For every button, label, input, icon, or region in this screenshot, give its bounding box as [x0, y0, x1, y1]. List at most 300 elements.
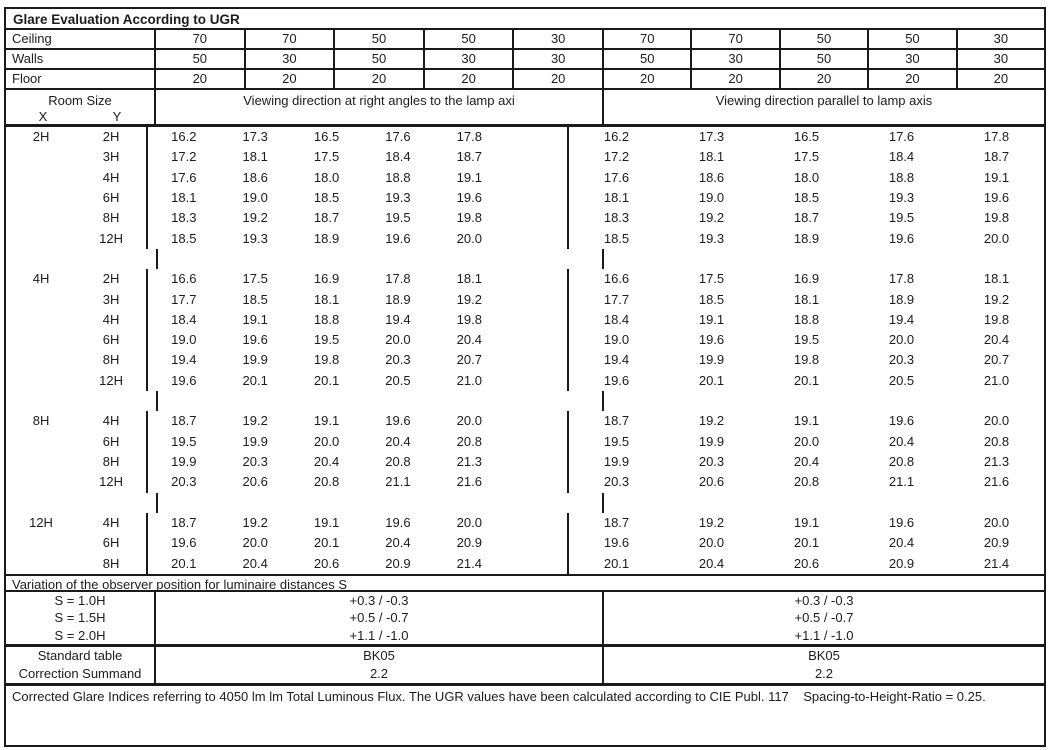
ugr-value: 16.2	[171, 129, 197, 144]
variation-value-parallel: +1.1 / -1.0	[794, 627, 854, 643]
ugr-value: 18.1	[603, 189, 630, 205]
ugr-value: 20.9	[983, 535, 1010, 551]
ugr-values-parallel	[569, 269, 1044, 289]
reflectance-value: 50	[335, 50, 425, 68]
room-y-value: 6H	[102, 535, 120, 551]
ugr-value: 19.6	[171, 372, 197, 388]
ugr-values-right-angles	[146, 513, 569, 533]
room-y-value: 8H	[102, 454, 120, 469]
ugr-value: 19.8	[793, 352, 820, 368]
reflectance-value: 30	[692, 50, 780, 68]
ugr-value: 18.9	[313, 230, 340, 246]
ugr-value: 20.0	[456, 514, 482, 530]
ugr-value: 20.4	[793, 454, 820, 469]
ugr-value: 19.1	[313, 413, 340, 429]
ugr-value: 19.2	[456, 291, 482, 307]
ugr-value: 19.6	[888, 514, 915, 530]
room-x-value	[6, 208, 76, 228]
reflectance-value: 20	[550, 71, 566, 86]
ugr-value: 18.3	[603, 210, 630, 226]
ugr-value: 18.7	[313, 210, 340, 226]
room-x-value	[6, 229, 76, 249]
ugr-glare-table	[4, 7, 1046, 747]
ugr-value: 20.9	[456, 535, 482, 551]
group-header-parallel: Viewing direction parallel to lamp axis	[715, 93, 933, 108]
ugr-values-parallel	[569, 208, 1044, 228]
ugr-value: 20.1	[313, 535, 340, 551]
reflectance-value: 20	[604, 70, 692, 88]
ugr-value: 18.4	[171, 311, 197, 327]
ugr-value: 19.9	[242, 352, 268, 368]
surface-label: Ceiling	[6, 30, 156, 48]
ugr-value: 19.3	[888, 189, 915, 205]
column-header-row	[6, 90, 1044, 127]
surface-row-walls	[6, 50, 1044, 70]
ugr-value: 20.4	[456, 332, 482, 348]
reflectance-value: 30	[869, 50, 957, 68]
variation-label: S = 1.5H	[6, 609, 156, 626]
ugr-value: 18.7	[603, 514, 630, 530]
ugr-value: 19.6	[385, 413, 411, 429]
ugr-value: 18.9	[888, 291, 915, 307]
floor-values-right-angles	[156, 70, 604, 88]
ugr-value: 18.6	[242, 169, 268, 185]
ugr-value: 18.7	[171, 514, 197, 530]
ugr-values-parallel	[569, 371, 1044, 391]
ugr-value: 19.1	[793, 413, 820, 429]
reflectance-value: 70	[604, 30, 692, 48]
ugr-value: 19.8	[983, 311, 1010, 327]
ugr-row	[6, 188, 1044, 208]
ugr-value: 19.5	[888, 210, 915, 226]
room-x-value: 2H	[32, 129, 50, 144]
ugr-values-parallel	[569, 168, 1044, 188]
room-x-value	[6, 472, 76, 492]
ugr-row	[6, 371, 1044, 391]
reflectance-value: 50	[425, 30, 515, 48]
reflectance-value: 50	[869, 30, 957, 48]
reflectance-value: 20	[869, 70, 957, 88]
ugr-value: 16.9	[793, 271, 820, 287]
ugr-value: 18.1	[698, 149, 725, 165]
variation-value-right-angles: +0.5 / -0.7	[156, 609, 604, 626]
reflectance-value: 50	[156, 50, 246, 68]
ugr-value: 21.6	[983, 474, 1010, 490]
ugr-row	[6, 432, 1044, 452]
ugr-value: 20.8	[793, 474, 820, 490]
variation-section-header: Variation of the observer position for luminaire distances S	[6, 574, 1044, 592]
ugr-value: 17.5	[313, 149, 340, 165]
room-y-value: 6H	[102, 332, 120, 348]
ugr-value: 20.3	[242, 454, 268, 469]
ugr-row	[6, 452, 1044, 472]
ugr-values-right-angles	[146, 330, 569, 350]
ugr-value: 19.1	[698, 311, 725, 327]
ugr-value: 19.6	[603, 535, 630, 551]
ugr-value: 20.6	[242, 474, 268, 490]
room-y-value: 4H	[102, 514, 120, 530]
variation-row	[6, 592, 1044, 609]
reflectance-value: 50	[781, 30, 869, 48]
surface-row-ceiling	[6, 30, 1044, 50]
ugr-value: 18.8	[793, 311, 820, 327]
ugr-row	[6, 127, 1044, 147]
standard-table-value-right-angles: BK05	[156, 647, 604, 665]
ugr-value: 17.8	[385, 271, 411, 287]
ugr-value: 18.8	[313, 311, 340, 327]
reflectance-value: 30	[246, 50, 336, 68]
ugr-value: 18.7	[793, 210, 820, 226]
ugr-row	[6, 533, 1044, 553]
ugr-value: 20.9	[888, 555, 915, 571]
ugr-value: 17.8	[456, 129, 482, 144]
ugr-value: 19.3	[385, 189, 411, 205]
reflectance-value: 30	[993, 51, 1009, 66]
surface-label: Floor	[6, 70, 156, 88]
ugr-value: 19.5	[603, 433, 630, 449]
observer-variation-section	[6, 592, 1044, 647]
ugr-value: 21.4	[456, 555, 482, 571]
ugr-value: 19.6	[603, 372, 630, 388]
ugr-value: 20.4	[385, 433, 411, 449]
surface-row-floor	[6, 70, 1044, 90]
room-y-value: 3H	[102, 149, 120, 165]
ugr-value: 19.1	[983, 169, 1010, 185]
room-size-y-label: Y	[112, 109, 122, 124]
ugr-value: 18.5	[603, 230, 630, 246]
ugr-value: 19.6	[242, 332, 268, 348]
reflectance-value: 50	[781, 50, 869, 68]
reflectance-value: 20	[692, 70, 780, 88]
ugr-value: 20.0	[983, 230, 1010, 246]
room-x-value	[6, 168, 76, 188]
ugr-value: 20.3	[603, 474, 630, 490]
ugr-values-right-angles	[146, 188, 569, 208]
variation-value-parallel: +0.3 / -0.3	[794, 593, 854, 608]
room-y-value: 6H	[102, 189, 120, 205]
ugr-row	[6, 330, 1044, 350]
ugr-value: 20.1	[698, 372, 725, 388]
ugr-value: 19.9	[242, 433, 268, 449]
ugr-row	[6, 290, 1044, 310]
room-x-value: 4H	[32, 271, 50, 287]
ugr-value: 18.8	[385, 169, 411, 185]
variation-row	[6, 627, 1044, 644]
variation-value-right-angles: +0.3 / -0.3	[156, 592, 604, 609]
ugr-value: 20.1	[603, 555, 630, 571]
ugr-value: 16.5	[313, 129, 340, 144]
ugr-values-parallel	[569, 127, 1044, 147]
ugr-value: 19.5	[171, 433, 197, 449]
ugr-value: 17.5	[698, 271, 725, 287]
ugr-values-right-angles	[146, 127, 569, 147]
ugr-value: 20.0	[983, 514, 1010, 530]
ugr-value: 18.7	[603, 413, 630, 429]
ugr-values-right-angles	[146, 432, 569, 452]
ugr-value: 21.3	[456, 454, 482, 469]
ugr-value: 18.5	[171, 230, 197, 246]
standard-table-row	[6, 647, 1044, 665]
room-size-header	[6, 90, 156, 124]
ugr-value: 18.3	[171, 210, 197, 226]
ugr-value: 20.9	[385, 555, 411, 571]
reflectance-value: 70	[156, 30, 246, 48]
ugr-value: 17.3	[242, 129, 268, 144]
reflectance-value: 20	[781, 70, 869, 88]
ugr-value: 20.0	[793, 433, 820, 449]
ugr-row	[6, 147, 1044, 167]
ugr-value: 16.9	[313, 271, 340, 287]
ugr-value: 21.4	[983, 555, 1010, 571]
ugr-value: 20.0	[385, 332, 411, 348]
ugr-row	[6, 350, 1044, 370]
ugr-value: 18.4	[603, 311, 630, 327]
room-y-value: 4H	[102, 413, 120, 429]
reflectance-value: 20	[993, 71, 1009, 86]
variation-label: S = 1.0H	[6, 592, 156, 609]
ugr-value: 19.2	[242, 210, 268, 226]
ugr-value: 18.1	[793, 291, 820, 307]
ugr-value: 20.8	[888, 454, 915, 469]
variation-value-parallel: +0.5 / -0.7	[794, 610, 854, 626]
footer-note: Corrected Glare Indices referring to 4050 lm lm Total Luminous Flux. The UGR values have been calculated according to CIE Publ. 117 Spacing-to-Height-Ratio = 0.25.	[12, 688, 986, 704]
ugr-value: 18.4	[385, 149, 411, 165]
room-x-value	[6, 188, 76, 208]
ugr-row	[6, 229, 1044, 249]
ugr-value: 17.6	[385, 129, 411, 144]
ugr-value: 18.7	[456, 149, 482, 165]
ugr-values-right-angles	[146, 411, 569, 431]
ugr-value: 20.0	[888, 332, 915, 348]
room-x-value	[6, 290, 76, 310]
ugr-value: 18.5	[698, 291, 725, 307]
reflectance-value: 30	[550, 51, 566, 66]
ugr-value: 17.2	[171, 149, 197, 165]
ugr-value: 19.8	[983, 210, 1010, 226]
ugr-value: 19.5	[793, 332, 820, 348]
ugr-value: 19.9	[698, 352, 725, 368]
group-header-right-angles: Viewing direction at right angles to the lamp axi	[156, 90, 604, 124]
ugr-value: 20.8	[983, 433, 1010, 449]
ugr-value: 19.3	[242, 230, 268, 246]
ugr-value: 19.0	[171, 332, 197, 348]
ugr-value: 19.6	[698, 332, 725, 348]
variation-label: S = 2.0H	[6, 627, 156, 644]
ugr-value: 19.2	[698, 210, 725, 226]
ugr-value: 16.6	[171, 271, 197, 287]
ugr-value: 20.3	[171, 474, 197, 490]
ugr-value: 20.4	[313, 454, 340, 469]
ugr-value: 19.8	[456, 311, 482, 327]
surface-label: Walls	[6, 50, 156, 68]
ugr-value: 20.1	[171, 555, 197, 571]
room-x-value	[6, 330, 76, 350]
ugr-value: 17.6	[171, 169, 197, 185]
room-y-value: 4H	[102, 311, 120, 327]
ugr-value: 18.7	[171, 413, 197, 429]
ugr-value: 20.7	[983, 352, 1010, 368]
ugr-values-parallel	[569, 229, 1044, 249]
ugr-value: 20.4	[242, 555, 268, 571]
ugr-values-parallel	[569, 432, 1044, 452]
room-y-value: 8H	[102, 352, 120, 368]
page-title: Glare Evaluation According to UGR	[6, 9, 1044, 30]
ugr-value: 19.9	[171, 454, 197, 469]
ugr-value: 19.8	[456, 210, 482, 226]
ugr-value: 18.1	[171, 189, 197, 205]
ugr-value: 18.1	[242, 149, 268, 165]
room-y-value: 3H	[102, 291, 120, 307]
ugr-value: 18.5	[242, 291, 268, 307]
ugr-value: 19.3	[698, 230, 725, 246]
ugr-value: 20.5	[888, 372, 915, 388]
ugr-value: 20.3	[698, 454, 725, 469]
ugr-values-parallel	[569, 411, 1044, 431]
room-x-value	[6, 350, 76, 370]
ugr-values-right-angles	[146, 208, 569, 228]
reflectance-value: 30	[993, 31, 1009, 46]
ugr-value: 18.1	[456, 271, 482, 287]
ugr-value: 19.6	[983, 189, 1010, 205]
ugr-value: 20.1	[313, 372, 340, 388]
ugr-value: 20.0	[456, 413, 482, 429]
ugr-value: 19.6	[171, 535, 197, 551]
ugr-value: 17.2	[603, 149, 630, 165]
ugr-value: 16.2	[603, 129, 630, 144]
ugr-values-right-angles	[146, 310, 569, 330]
ugr-row	[6, 208, 1044, 228]
room-x-value	[6, 533, 76, 553]
ugr-value: 19.0	[603, 332, 630, 348]
ugr-value: 20.0	[456, 230, 482, 246]
ugr-values-right-angles	[146, 168, 569, 188]
block-gap-row	[6, 249, 1044, 269]
room-x-value	[6, 452, 76, 472]
reflectance-value: 30	[425, 50, 515, 68]
ugr-value: 17.5	[242, 271, 268, 287]
ugr-row	[6, 513, 1044, 533]
ugr-value: 19.2	[698, 413, 725, 429]
ugr-value: 20.0	[698, 535, 725, 551]
reflectance-value: 70	[692, 30, 780, 48]
ugr-value: 20.3	[385, 352, 411, 368]
ugr-value: 16.5	[793, 129, 820, 144]
ugr-value: 18.9	[793, 230, 820, 246]
ugr-value: 19.9	[603, 454, 630, 469]
ugr-value: 20.6	[313, 555, 340, 571]
ugr-value: 20.4	[888, 433, 915, 449]
ugr-row	[6, 168, 1044, 188]
reflectance-value: 50	[335, 30, 425, 48]
ugr-value: 20.6	[698, 474, 725, 490]
room-x-value: 12H	[29, 514, 53, 530]
ugr-value: 17.8	[888, 271, 915, 287]
block-gap-row	[6, 493, 1044, 513]
ugr-values-right-angles	[146, 147, 569, 167]
ugr-values-right-angles	[146, 350, 569, 370]
ugr-value: 19.1	[456, 169, 482, 185]
ugr-value: 18.0	[313, 169, 340, 185]
room-size-title: Room Size	[48, 93, 112, 108]
ugr-value: 18.5	[793, 189, 820, 205]
walls-values-right-angles	[156, 50, 604, 68]
ceiling-values-right-angles	[156, 30, 604, 48]
reflectance-value: 70	[246, 30, 336, 48]
ugr-value: 18.9	[385, 291, 411, 307]
ugr-values-parallel	[569, 554, 1044, 574]
ugr-value: 19.8	[313, 352, 340, 368]
ugr-value: 21.1	[888, 474, 915, 490]
ugr-value: 19.6	[456, 189, 482, 205]
ugr-value: 17.5	[793, 149, 820, 165]
ugr-values-right-angles	[146, 229, 569, 249]
ugr-value: 19.1	[793, 514, 820, 530]
room-size-x-label: X	[38, 109, 48, 124]
ugr-value: 19.4	[385, 311, 411, 327]
ugr-value: 18.5	[313, 189, 340, 205]
ugr-value: 20.4	[888, 535, 915, 551]
reflectance-value: 20	[335, 70, 425, 88]
ugr-row	[6, 269, 1044, 289]
ugr-value: 20.4	[385, 535, 411, 551]
room-y-value: 2H	[102, 271, 120, 287]
summary-label: Standard table	[6, 647, 156, 665]
room-x-value	[6, 554, 76, 574]
ugr-value: 20.0	[983, 413, 1010, 429]
ugr-value: 18.1	[983, 271, 1010, 287]
ugr-row	[6, 554, 1044, 574]
ugr-value: 19.2	[242, 514, 268, 530]
ugr-value: 20.1	[793, 372, 820, 388]
ugr-values-parallel	[569, 290, 1044, 310]
ugr-value: 18.1	[313, 291, 340, 307]
ugr-row	[6, 472, 1044, 492]
ugr-values-parallel	[569, 452, 1044, 472]
ugr-values-right-angles	[146, 371, 569, 391]
ugr-value: 20.1	[793, 535, 820, 551]
ugr-value: 18.6	[698, 169, 725, 185]
ugr-value: 17.6	[888, 129, 915, 144]
ugr-values-parallel	[569, 350, 1044, 370]
ugr-value: 19.6	[385, 230, 411, 246]
ugr-values-parallel	[569, 147, 1044, 167]
floor-values-parallel	[604, 70, 1044, 88]
ugr-value: 20.4	[698, 555, 725, 571]
room-y-value: 8H	[102, 555, 120, 571]
ugr-value: 20.8	[385, 454, 411, 469]
ugr-value: 21.0	[456, 372, 482, 388]
block-gap-row	[6, 391, 1044, 411]
ugr-value: 16.6	[603, 271, 630, 287]
ugr-value: 19.0	[698, 189, 725, 205]
room-y-value: 12H	[99, 230, 124, 246]
ugr-value: 21.0	[983, 372, 1010, 388]
ugr-values-parallel	[569, 330, 1044, 350]
ugr-values-right-angles	[146, 472, 569, 492]
ugr-value: 19.9	[698, 433, 725, 449]
ugr-value: 20.8	[313, 474, 340, 490]
ugr-value: 20.3	[888, 352, 915, 368]
ugr-value: 19.1	[242, 311, 268, 327]
ugr-row	[6, 411, 1044, 431]
ugr-values-parallel	[569, 310, 1044, 330]
room-y-value: 6H	[102, 433, 120, 449]
walls-values-parallel	[604, 50, 1044, 68]
room-y-value: 2H	[102, 129, 120, 144]
ugr-body	[6, 127, 1044, 574]
ugr-value: 18.7	[983, 149, 1010, 165]
ugr-value: 20.6	[793, 555, 820, 571]
